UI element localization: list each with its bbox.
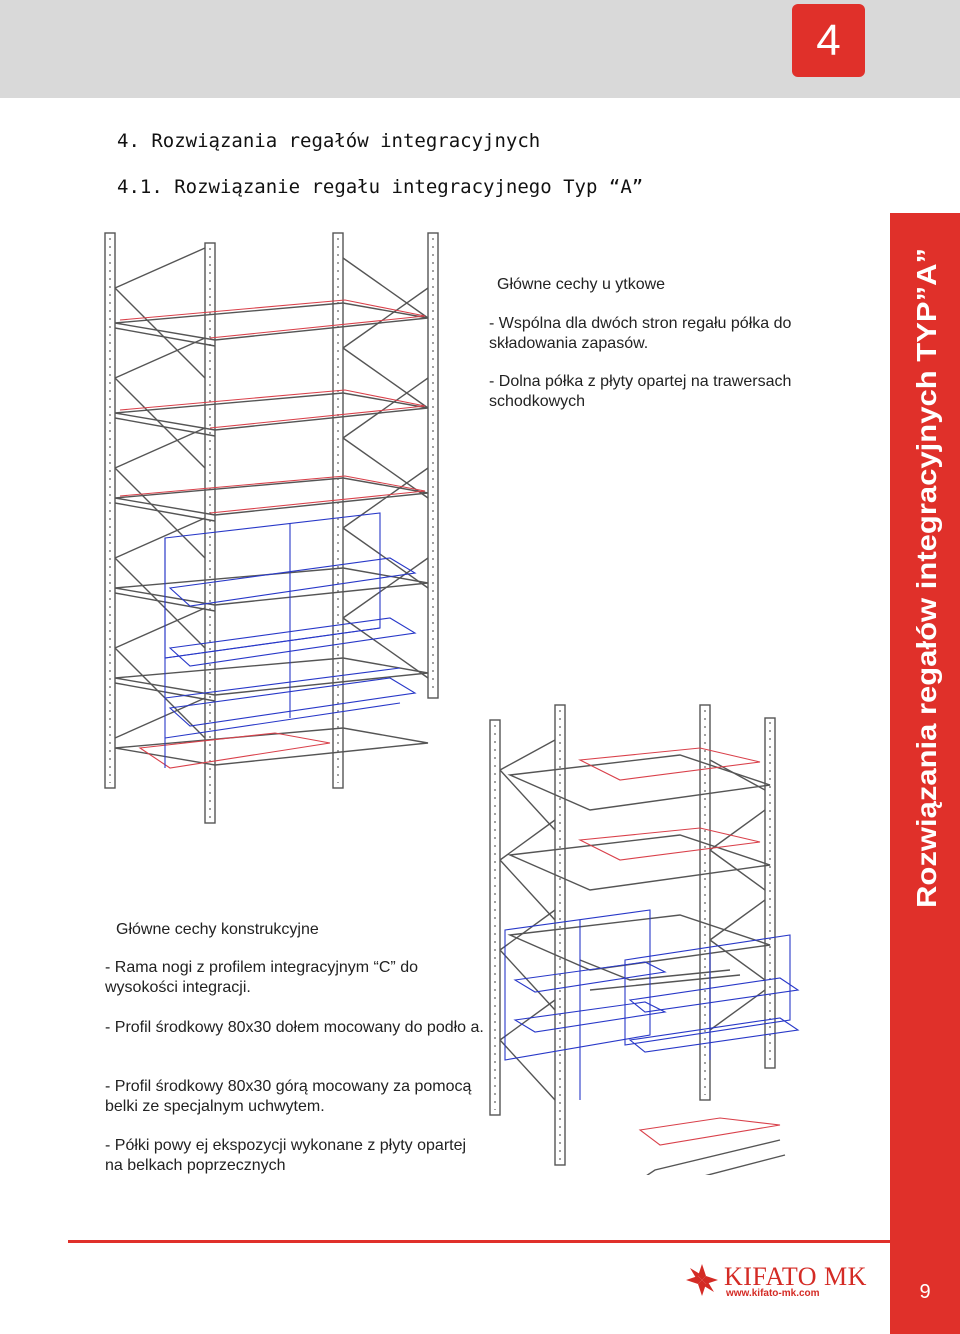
construction-item-2: - Profil środkowy 80x30 dołem mocowany do podło a. [105,1019,484,1036]
construction-item-1: - Rama nogi z profilem integracyjnym “C” do wysokości integracji. [105,959,418,996]
rack-drawing-front [100,228,445,828]
feature-item-1: - Wspólna dla dwóch stron regału półka do składowania zapasów. [489,315,792,352]
features-title: Główne cechy u ytkowe [497,276,666,293]
footer-divider [68,1240,890,1243]
section-title: 4. Rozwiązania regałów integracyjnych [117,130,541,152]
construction-title: Główne cechy konstrukcyjne [116,921,319,938]
chapter-number: 4 [792,4,865,77]
logo-text: KIFATO MK [724,1262,867,1291]
subsection-title: 4.1. Rozwiązanie regału integracyjnego Typ “A” [117,176,644,198]
construction-item-4: - Półki powy ej ekspozycji wykonane z płyty opartej na belkach poprzecznych [105,1137,467,1174]
page-number: 9 [919,1281,931,1303]
company-url: www.kifato-mk.com [726,1288,820,1299]
chapter-sidebar [890,213,960,1334]
sidebar-title [890,213,960,913]
sidebar-title-text: Rozwiązania regałów integracyjnych TYP”A” [911,312,942,908]
company-logo [682,1258,872,1303]
kifato-logo-icon [682,1260,722,1300]
construction-item-3: - Profil środkowy 80x30 górą mocowany za pomocą belki ze specjalnym uchwytem. [105,1078,472,1115]
rack-drawing-perspective [480,700,800,1175]
feature-item-2: - Dolna półka z płyty opartej na trawersach schodkowych [489,373,792,410]
